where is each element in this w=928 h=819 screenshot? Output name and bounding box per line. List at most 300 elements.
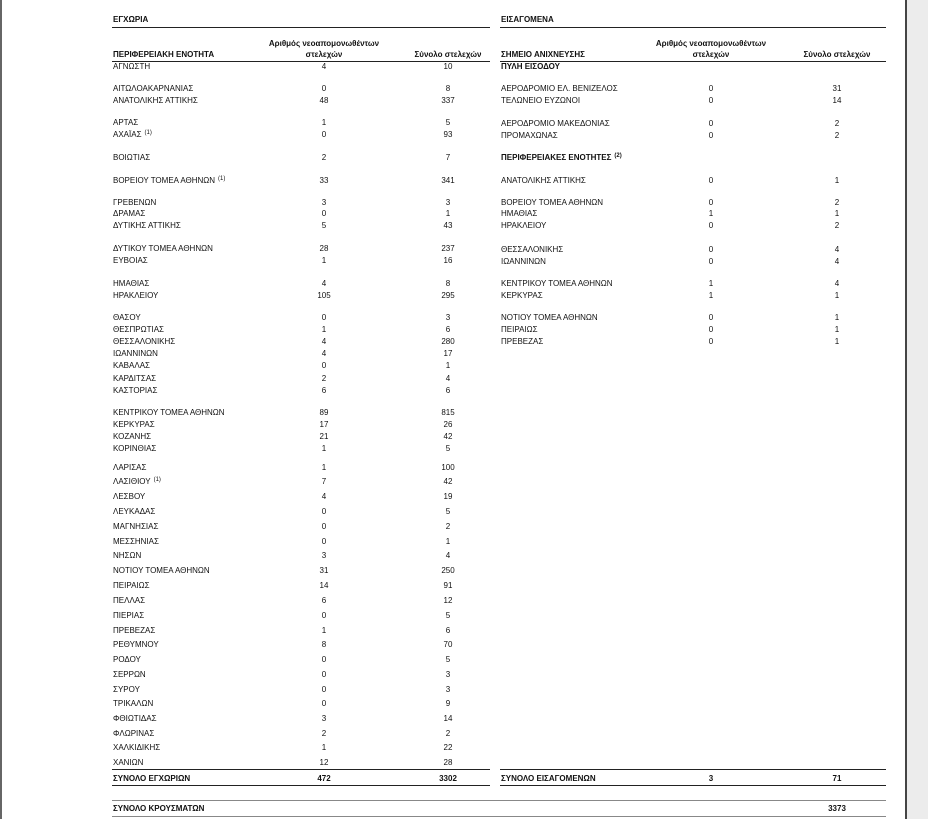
new-isolated-count: 5 xyxy=(321,221,327,230)
table-row xyxy=(2,463,907,473)
total-count: 28 xyxy=(443,758,453,767)
total-count: 4 xyxy=(834,257,840,266)
new-isolated-count: 89 xyxy=(319,408,329,417)
region-name: ΗΡΑΚΛΕΙΟΥ xyxy=(113,291,159,300)
total-count: 2 xyxy=(834,131,840,140)
new-isolated-count: 0 xyxy=(321,611,327,620)
domestic-col-new-line1: Αριθμός νεοαπομονωθέντων xyxy=(268,39,380,48)
new-isolated-count: 4 xyxy=(321,337,327,346)
table-row xyxy=(2,626,907,636)
new-isolated-count: 0 xyxy=(708,257,714,266)
table-row xyxy=(2,131,907,141)
row-label xyxy=(501,198,603,208)
region-name: ΝΟΤΙΟΥ ΤΟΜΕΑ ΑΘΗΝΩΝ xyxy=(113,566,210,575)
region-name: ΑΕΡΟΔΡΟΜΙΟ ΕΛ. ΒΕΝΙΖΕΛΟΣ xyxy=(501,84,618,93)
region-name: ΣΕΡΡΩΝ xyxy=(113,670,146,679)
table-row xyxy=(2,291,907,301)
new-isolated-count: 0 xyxy=(708,198,714,207)
total-count: 70 xyxy=(443,640,453,649)
table-row xyxy=(2,96,907,106)
region-name: ΚΕΝΤΡΙΚΟΥ ΤΟΜΕΑ ΑΘΗΝΩΝ xyxy=(501,279,613,288)
total-count: 2 xyxy=(445,729,451,738)
region-name: ΛΑΣΙΘΙΟΥ xyxy=(113,477,151,486)
region-name: ΤΡΙΚΑΛΩΝ xyxy=(113,699,154,708)
new-isolated-count: 0 xyxy=(321,130,327,139)
imported-total-total: 71 xyxy=(832,774,842,783)
table-row xyxy=(2,444,907,454)
table-row xyxy=(2,581,907,591)
total-count: 4 xyxy=(834,245,840,254)
total-count: 19 xyxy=(443,492,453,501)
total-count: 3 xyxy=(445,198,451,207)
grand-total-value: 3373 xyxy=(828,804,846,813)
new-isolated-count: 7 xyxy=(321,477,327,486)
row-label xyxy=(113,492,145,502)
region-name: ΒΟΡΕΙΟΥ ΤΟΜΕΑ ΑΘΗΝΩΝ xyxy=(113,176,216,185)
region-name: ΝΗΣΩΝ xyxy=(113,551,142,560)
row-label xyxy=(113,596,145,606)
new-isolated-count: 1 xyxy=(708,279,714,288)
row-label xyxy=(113,626,155,636)
total-count: 3 xyxy=(445,685,451,694)
new-isolated-count: 0 xyxy=(321,522,327,531)
region-name: ΚΟΖΑΝΗΣ xyxy=(113,432,152,441)
new-isolated-count: 1 xyxy=(321,743,327,752)
domestic-total-label: ΣΥΝΟΛΟ ΕΓΧΩΡΙΩΝ xyxy=(113,774,191,783)
new-isolated-count: 0 xyxy=(321,313,327,322)
total-count: 3 xyxy=(445,313,451,322)
new-isolated-count: 0 xyxy=(321,84,327,93)
new-isolated-count: 4 xyxy=(321,492,327,501)
imported-col-total: Σύνολο στελεχών xyxy=(803,50,871,59)
row-label xyxy=(113,522,158,532)
table-row xyxy=(2,198,907,208)
new-isolated-count: 0 xyxy=(321,670,327,679)
row-label xyxy=(113,581,150,591)
region-name: ΠΙΕΡΙΑΣ xyxy=(113,611,145,620)
imported-col-new-line1: Αριθμός νεοαπομονωθέντων xyxy=(655,39,767,48)
region-name: ΚΑΡΔΙΤΣΑΣ xyxy=(113,374,157,383)
total-count: 1 xyxy=(445,361,451,370)
region-name: ΑΝΑΤΟΛΙΚΗΣ ΑΤΤΙΚΗΣ xyxy=(113,96,198,105)
new-isolated-count: 1 xyxy=(321,463,327,472)
region-name: ΡΕΘΥΜΝΟΥ xyxy=(113,640,159,649)
table-row xyxy=(2,361,907,371)
region-name: ΚΕΝΤΡΙΚΟΥ ΤΟΜΕΑ ΑΘΗΝΩΝ xyxy=(113,408,225,417)
total-count: 43 xyxy=(443,221,453,230)
new-isolated-count: 0 xyxy=(321,699,327,708)
total-count: 8 xyxy=(445,279,451,288)
total-count: 2 xyxy=(445,522,451,531)
new-isolated-count: 6 xyxy=(321,596,327,605)
new-isolated-count: 33 xyxy=(319,176,329,185)
new-isolated-count: 0 xyxy=(708,131,714,140)
domestic-total-new: 472 xyxy=(317,774,331,783)
region-name: ΕΥΒΟΙΑΣ xyxy=(113,256,148,265)
total-count: 1 xyxy=(445,209,451,218)
new-isolated-count: 1 xyxy=(321,256,327,265)
row-label xyxy=(113,611,144,621)
row-label xyxy=(113,507,155,517)
region-name: ΚΕΡΚΥΡΑΣ xyxy=(501,291,543,300)
row-label xyxy=(113,432,151,442)
table-row xyxy=(2,758,907,768)
new-isolated-count: 0 xyxy=(708,325,714,334)
row-label xyxy=(501,131,558,141)
row-label xyxy=(501,84,618,94)
table-row xyxy=(2,325,907,335)
region-name: ΠΡΕΒΕΖΑΣ xyxy=(113,626,156,635)
total-count: 250 xyxy=(441,566,455,575)
table-row xyxy=(2,477,907,487)
region-name: ΦΛΩΡΙΝΑΣ xyxy=(113,729,155,738)
table-row xyxy=(2,743,907,753)
table-row xyxy=(2,596,907,606)
table-row xyxy=(2,313,907,323)
region-name: ΗΡΑΚΛΕΙΟΥ xyxy=(501,221,547,230)
region-name: ΚΟΡΙΝΘΙΑΣ xyxy=(113,444,157,453)
new-isolated-count: 21 xyxy=(319,432,329,441)
table-row xyxy=(2,492,907,502)
region-name: ΘΑΣΟΥ xyxy=(113,313,141,322)
row-label xyxy=(113,408,225,418)
total-count: 5 xyxy=(445,507,451,516)
region-name: ΚΑΒΑΛΑΣ xyxy=(113,361,150,370)
new-isolated-count: 2 xyxy=(321,153,327,162)
total-count: 14 xyxy=(832,96,842,105)
new-isolated-count: 0 xyxy=(708,221,714,230)
total-count: 2 xyxy=(834,198,840,207)
total-count: 341 xyxy=(441,176,455,185)
table-row xyxy=(2,420,907,430)
region-name: ΒΟΙΩΤΙΑΣ xyxy=(113,153,151,162)
new-isolated-count: 1 xyxy=(708,209,714,218)
table-row xyxy=(2,714,907,724)
table-row xyxy=(2,245,907,255)
imported-total-row xyxy=(2,774,907,784)
section-heading xyxy=(2,62,907,72)
new-isolated-count: 1 xyxy=(321,626,327,635)
table-row xyxy=(2,221,907,231)
imported-title-rule xyxy=(500,27,886,28)
total-count: 4 xyxy=(445,551,451,560)
new-isolated-count: 6 xyxy=(321,386,327,395)
row-label xyxy=(501,279,613,289)
total-count: 1 xyxy=(834,176,840,185)
new-isolated-count: 1 xyxy=(321,325,327,334)
new-isolated-count: 0 xyxy=(321,361,327,370)
total-count: 12 xyxy=(443,596,453,605)
grand-total-label: ΣΥΝΟΛΟ ΚΡΟΥΣΜΑΤΩΝ xyxy=(113,804,205,813)
region-name: ΤΕΛΩΝΕΙΟ ΕΥΖΩΝΟΙ xyxy=(501,96,581,105)
new-isolated-count: 17 xyxy=(319,420,329,429)
region-name: ΗΜΑΘΙΑΣ xyxy=(501,209,538,218)
total-count: 7 xyxy=(445,153,451,162)
total-count: 5 xyxy=(445,444,451,453)
row-label xyxy=(501,325,538,335)
region-name: ΠΕΙΡΑΙΩΣ xyxy=(113,581,150,590)
imported-total-label: ΣΥΝΟΛΟ ΕΙΣΑΓΟΜΕΝΩΝ xyxy=(501,774,596,783)
imported-total-bottom-rule xyxy=(500,785,886,786)
region-name: ΜΕΣΣΗΝΙΑΣ xyxy=(113,537,159,546)
new-isolated-count: 0 xyxy=(321,537,327,546)
domestic-total-top-rule xyxy=(112,769,490,770)
total-count: 1 xyxy=(834,325,840,334)
row-label xyxy=(501,119,610,129)
section-title-wrap xyxy=(501,153,622,164)
total-count: 815 xyxy=(441,408,455,417)
total-count: 22 xyxy=(443,743,453,752)
total-count: 2 xyxy=(834,119,840,128)
total-count: 237 xyxy=(441,244,455,253)
row-label xyxy=(113,444,156,454)
new-isolated-count: 3 xyxy=(321,198,327,207)
total-count: 100 xyxy=(441,463,455,472)
row-label xyxy=(113,537,159,547)
total-count: 14 xyxy=(443,714,453,723)
total-count: 26 xyxy=(443,420,453,429)
new-isolated-count: 105 xyxy=(317,291,331,300)
table-row xyxy=(2,507,907,517)
total-count: 42 xyxy=(443,432,453,441)
region-name: ΠΡΟΜΑΧΩΝΑΣ xyxy=(501,131,558,140)
region-name: ΑΝΑΤΟΛΙΚΗΣ ΑΤΤΙΚΗΣ xyxy=(501,176,586,185)
total-count: 8 xyxy=(445,84,451,93)
row-label xyxy=(113,361,150,371)
region-name: ΜΑΓΝΗΣΙΑΣ xyxy=(113,522,159,531)
domestic-total-total: 3302 xyxy=(439,774,457,783)
row-label xyxy=(113,640,159,650)
table-row xyxy=(2,640,907,650)
total-count: 3 xyxy=(445,670,451,679)
table-row xyxy=(2,349,907,359)
row-label xyxy=(501,257,546,267)
grand-total-row xyxy=(2,804,907,814)
imported-total-top-rule xyxy=(500,769,886,770)
table-row xyxy=(2,432,907,442)
row-label xyxy=(113,386,157,396)
region-name: ΔΥΤΙΚΗΣ ΑΤΤΙΚΗΣ xyxy=(113,221,181,230)
row-label xyxy=(113,551,141,561)
total-count: 42 xyxy=(443,477,453,486)
total-count: 9 xyxy=(445,699,451,708)
new-isolated-count: 14 xyxy=(319,581,329,590)
row-label xyxy=(501,313,598,323)
domestic-col-total: Σύνολο στελεχών xyxy=(414,50,482,59)
region-name: ΑΙΤΩΛΟΑΚΑΡΝΑΝΙΑΣ xyxy=(113,84,194,93)
new-isolated-count: 2 xyxy=(321,729,327,738)
domestic-title: ΕΓΧΩΡΙΑ xyxy=(113,15,149,24)
new-isolated-count: 4 xyxy=(321,62,327,71)
region-name: ΑΓΝΩΣΤΗ xyxy=(113,62,151,71)
section-heading xyxy=(2,153,907,163)
new-isolated-count: 12 xyxy=(319,758,329,767)
total-count: 91 xyxy=(443,581,453,590)
footnote-marker: (1) xyxy=(144,130,152,136)
row-label xyxy=(113,699,153,709)
section-title-wrap xyxy=(501,62,560,72)
new-isolated-count: 2 xyxy=(321,374,327,383)
table-row xyxy=(2,551,907,561)
region-name: ΠΡΕΒΕΖΑΣ xyxy=(501,337,544,346)
new-isolated-count: 48 xyxy=(319,96,329,105)
table-row xyxy=(2,374,907,384)
region-name: ΗΜΑΘΙΑΣ xyxy=(113,279,150,288)
new-isolated-count: 0 xyxy=(321,655,327,664)
table-row xyxy=(2,670,907,680)
new-isolated-count: 31 xyxy=(319,566,329,575)
row-label xyxy=(501,291,543,301)
table-row xyxy=(2,176,907,186)
region-name: ΣΥΡΟΥ xyxy=(113,685,140,694)
row-label xyxy=(113,477,161,488)
total-count: 1 xyxy=(834,313,840,322)
new-isolated-count: 0 xyxy=(708,337,714,346)
table-row xyxy=(2,279,907,289)
table-row xyxy=(2,386,907,396)
region-name: ΘΕΣΠΡΩΤΙΑΣ xyxy=(113,325,164,334)
footnote-marker: (1) xyxy=(218,176,226,182)
total-count: 2 xyxy=(834,221,840,230)
footnote-marker: (2) xyxy=(614,153,622,159)
total-count: 280 xyxy=(441,337,455,346)
new-isolated-count: 8 xyxy=(321,640,327,649)
section-title: ΠΥΛΗ ΕΙΣΟΔΟΥ xyxy=(501,62,560,71)
viewer-margin xyxy=(905,0,928,819)
region-name: ΑΕΡΟΔΡΟΜΙΟ ΜΑΚΕΔΟΝΙΑΣ xyxy=(501,119,610,128)
new-isolated-count: 0 xyxy=(708,119,714,128)
table-row xyxy=(2,729,907,739)
region-name: ΛΕΥΚΑΔΑΣ xyxy=(113,507,156,516)
total-count: 93 xyxy=(443,130,453,139)
region-name: ΙΩΑΝΝΙΝΩΝ xyxy=(113,349,158,358)
row-label xyxy=(113,685,140,695)
total-count: 6 xyxy=(445,325,451,334)
total-count: 337 xyxy=(441,96,455,105)
row-label xyxy=(113,714,157,724)
domestic-title-rule xyxy=(112,27,490,28)
imported-title: ΕΙΣΑΓΟΜΕΝΑ xyxy=(501,15,554,24)
new-isolated-count: 28 xyxy=(319,244,329,253)
total-count: 6 xyxy=(445,626,451,635)
total-count: 1 xyxy=(834,291,840,300)
new-isolated-count: 3 xyxy=(321,714,327,723)
new-isolated-count: 0 xyxy=(708,245,714,254)
table-row xyxy=(2,522,907,532)
row-label xyxy=(113,670,146,680)
new-isolated-count: 0 xyxy=(321,209,327,218)
table-row xyxy=(2,537,907,547)
total-count: 1 xyxy=(445,537,451,546)
total-count: 4 xyxy=(445,374,451,383)
total-count: 31 xyxy=(832,84,842,93)
section-title: ΠΕΡΙΦΕΡΕΙΑΚΕΣ ΕΝΟΤΗΤΕΣ xyxy=(501,153,612,162)
region-name: ΙΩΑΝΝΙΝΩΝ xyxy=(501,257,546,266)
imported-total-new: 3 xyxy=(708,774,714,783)
footnote-marker: (1) xyxy=(153,477,161,483)
table-row xyxy=(2,209,907,219)
new-isolated-count: 1 xyxy=(321,118,327,127)
total-count: 17 xyxy=(443,349,453,358)
new-isolated-count: 3 xyxy=(321,551,327,560)
new-isolated-count: 0 xyxy=(321,685,327,694)
table-row xyxy=(2,611,907,621)
region-name: ΛΑΡΙΣΑΣ xyxy=(113,463,147,472)
table-row xyxy=(2,655,907,665)
region-name: ΑΡΤΑΣ xyxy=(113,118,139,127)
table-row xyxy=(2,566,907,576)
region-name: ΔΥΤΙΚΟΥ ΤΟΜΕΑ ΑΘΗΝΩΝ xyxy=(113,244,213,253)
row-label xyxy=(113,349,158,359)
region-name: ΛΕΣΒΟΥ xyxy=(113,492,146,501)
grand-total-bottom-rule xyxy=(112,816,886,817)
row-label xyxy=(501,245,563,255)
row-label xyxy=(113,420,155,430)
row-label xyxy=(501,176,586,186)
imported-col-new-line2: στελεχών xyxy=(692,50,730,59)
table-row xyxy=(2,337,907,347)
domestic-col-new-line2: στελεχών xyxy=(305,50,343,59)
table-row xyxy=(2,408,907,418)
region-name: ΦΘΙΩΤΙΔΑΣ xyxy=(113,714,157,723)
total-count: 295 xyxy=(441,291,455,300)
total-count: 5 xyxy=(445,655,451,664)
row-label xyxy=(113,743,160,753)
row-label xyxy=(113,758,143,768)
total-count: 16 xyxy=(443,256,453,265)
new-isolated-count: 0 xyxy=(708,84,714,93)
row-label xyxy=(113,566,210,576)
region-name: ΠΕΛΛΑΣ xyxy=(113,596,146,605)
table-row xyxy=(2,699,907,709)
region-name: ΑΧΑΪΑΣ xyxy=(113,130,142,139)
row-label xyxy=(113,655,141,665)
total-count: 1 xyxy=(834,337,840,346)
region-name: ΝΟΤΙΟΥ ΤΟΜΕΑ ΑΘΗΝΩΝ xyxy=(501,313,598,322)
new-isolated-count: 0 xyxy=(708,313,714,322)
total-count: 1 xyxy=(834,209,840,218)
row-label xyxy=(113,729,154,739)
row-label xyxy=(501,337,543,347)
table-row xyxy=(2,119,907,129)
region-name: ΧΑΛΚΙΔΙΚΗΣ xyxy=(113,743,161,752)
region-name: ΠΕΙΡΑΙΩΣ xyxy=(501,325,538,334)
domestic-col-region: ΠΕΡΙΦΕΡΕΙΑΚΗ ΕΝΟΤΗΤΑ xyxy=(113,50,215,59)
new-isolated-count: 4 xyxy=(321,279,327,288)
new-isolated-count: 0 xyxy=(321,507,327,516)
region-name: ΘΕΣΣΑΛΟΝΙΚΗΣ xyxy=(113,337,176,346)
region-name: ΓΡΕΒΕΝΩΝ xyxy=(113,198,157,207)
new-isolated-count: 1 xyxy=(321,444,327,453)
new-isolated-count: 1 xyxy=(708,291,714,300)
row-label xyxy=(501,221,546,231)
total-count: 5 xyxy=(445,118,451,127)
table-row xyxy=(2,257,907,267)
region-name: ΒΟΡΕΙΟΥ ΤΟΜΕΑ ΑΘΗΝΩΝ xyxy=(501,198,604,207)
table-row xyxy=(2,685,907,695)
total-count: 10 xyxy=(443,62,453,71)
region-name: ΧΑΝΙΩΝ xyxy=(113,758,144,767)
row-label xyxy=(113,374,156,384)
total-count: 4 xyxy=(834,279,840,288)
row-label xyxy=(501,96,580,106)
new-isolated-count: 4 xyxy=(321,349,327,358)
region-name: ΚΕΡΚΥΡΑΣ xyxy=(113,420,155,429)
new-isolated-count: 0 xyxy=(708,96,714,105)
imported-col-point: ΣΗΜΕΙΟ ΑΝΙΧΝΕΥΣΗΣ xyxy=(501,50,585,59)
region-name: ΘΕΣΣΑΛΟΝΙΚΗΣ xyxy=(501,245,564,254)
total-count: 6 xyxy=(445,386,451,395)
